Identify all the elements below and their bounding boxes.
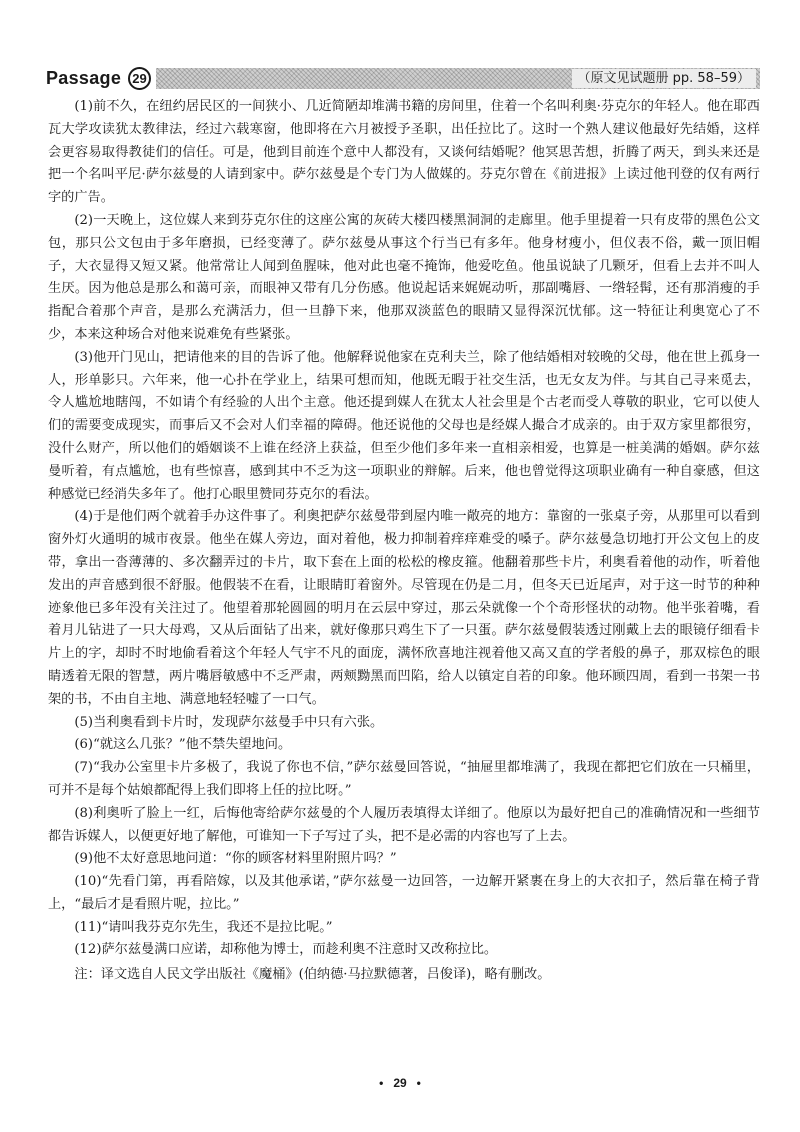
paragraph-2: (2)一天晚上，这位媒人来到芬克尔住的这座公寓的灰砖大楼四楼黑洞洞的走廊里。他手里提着一只有皮带的黑色公文包，那只公文包由于多年磨损，已经变薄了。萨尔兹曼从事这个行当已有多年。他身材瘦小，但仪表不俗，戴一顶旧帽子，大衣显得又短又紧。他常常让人闻到鱼腥味，他对此也毫不掩饰，他爱吃鱼。他虽说缺了几颗牙，但看上去并不叫人生厌。因为他总是那么和蔼可亲，而眼神又带有几分伤感。他说起话来娓娓动听，那副嘴唇、一绺轻髯，还有那消瘦的手指配合着那个声音，是那么充满活力，但一旦静下来，他那双淡蓝色的眼睛又显得深沉忧郁。这一特征让利奥宽心了不少，本来这种场合对他来说难免有些紧张。 [48, 212, 760, 342]
page-number: 29 [393, 1076, 407, 1090]
passage-number-badge: 29 [128, 67, 151, 90]
footer-dot-right: • [416, 1076, 421, 1090]
passage-body [48, 96, 760, 987]
paragraph-8: (8)利奥听了脸上一红，后悔他寄给萨尔兹曼的个人履历表填得太详细了。他原以为最好把自己的准确情况和一些细节都告诉媒人，以便更好地了解他，可谁知一下子写过了头，把不是必需的内容也写了上去。 [48, 805, 760, 844]
passage-header [46, 66, 760, 90]
paragraph-1: (1)前不久，在纽约居民区的一间狭小、几近简陋却堆满书籍的房间里，住着一个名叫利奥·芬克尔的年轻人。他在耶西瓦大学攻读犹太教律法，经过六载寒窗，他即将在六月被授予圣职，出任拉比了。这时一个熟人建议他最好先结婚，这样会更容易取得教徒们的信任。可是，他到目前连个意中人都没有，又谈何结婚呢？他冥思苦想，折腾了两天，到头来还是把一个名叫平尼·萨尔兹曼的人请到家中。萨尔兹曼是个专门为人做媒的。芬克尔曾在《前进报》上读过他刊登的仅有两行字的广告。 [48, 99, 760, 206]
paragraph-3: (3)他开门见山，把请他来的目的告诉了他。他解释说他家在克利夫兰，除了他结婚相对较晚的父母，他在世上孤身一人，形单影只。六年来，他一心扑在学业上，结果可想而知，他既无暇于社交生活，也无女友为伴。与其自己寻来觅去，令人尴尬地瞎闯，不如请个有经验的人出个主意。他还提到媒人在犹太人社会里是个古老而受人尊敬的职业，它可以使人们的需要变成现实，而事后又不会对人们幸福的障碍。他还说他的父母也是经媒人撮合才成亲的。由于双方家里都很穷，没什么财产，所以他们的婚姻谈不上谁在经济上获益，但至少他们多年来一直相亲相爱，也算是一桩美满的婚姻。萨尔兹曼听着，有点尴尬，也有些惊喜，感到其中不乏为这一项职业的辩解。后来，他也曾觉得这项职业确有一种自豪感，但这种感觉已经消失多年了。他打心眼里赞同芬克尔的看法。 [48, 349, 760, 502]
source-reference: （原文见试题册 pp. 58–59） [572, 69, 757, 88]
paragraph-6: (6)“就这么几张？”他不禁失望地问。 [74, 737, 292, 753]
page-footer [0, 1076, 800, 1090]
paragraph-11: (11)“请叫我芬克尔先生，我还不是拉比呢。” [74, 919, 333, 935]
source-note: 注：译文选自人民文学出版社《魔桶》(伯纳德·马拉默德著，吕俊译)，略有删改。 [74, 967, 551, 983]
paragraph-9: (9)他不太好意思地问道：“你的顾客材料里附照片吗？” [74, 851, 397, 867]
paragraph-7: (7)“我办公室里卡片多极了，我说了你也不信，”萨尔兹曼回答说，“抽屉里都堆满了，我现在都把它们放在一只桶里，可并不是每个姑娘都配得上我们即将上任的拉比呀。” [48, 760, 760, 798]
paragraph-10: (10)“先看门第，再看陪嫁，以及其他承诺，”萨尔兹曼一边回答，一边解开紧裹在身上的大衣扣子，然后靠在椅子背上，“最后才是看照片呢，拉比。” [48, 874, 760, 912]
paragraph-4: (4)于是他们两个就着手办这件事了。利奥把萨尔兹曼带到屋内唯一敞亮的地方：靠窗的一张桌子旁，从那里可以看到窗外灯火通明的城市夜景。他坐在媒人旁边，面对着他，极力抑制着痒痒难受的嗓子。萨尔兹曼急切地打开公文包上的皮带，拿出一沓薄薄的、多次翻弄过的卡片，取下套在上面的松松的橡皮箍。他翻着那些卡片，利奥看着他的动作，听着他发出的声音感到很不舒服。他假装不在看，让眼睛盯着窗外。尽管现在仍是二月，但冬天已近尾声，对于这一时节的种种迹象他已多年没有关注过了。他望着那轮圆圆的明月在云层中穿过，那云朵就像一个个奇形怪状的动物。他半张着嘴，看着月儿钻进了一只大母鸡，又从后面钻了出来，就好像那只鸡生下了一只蛋。萨尔兹曼假装透过刚戴上去的眼镜仔细看卡片上的字，却时不时地偷看着这个年轻人气宇不凡的面庞，满怀欣喜地注视着他又高又直的学者般的鼻子，那双棕色的眼睛透着无限的智慧，两片嘴唇敏感中不乏严肃，两颊黝黑而凹陷，给人以镇定自若的印象。他环顾四周，看到一书架一书架的书，不由自主地、满意地轻轻嘘了一口气。 [48, 509, 760, 707]
paragraph-5: (5)当利奥看到卡片时，发现萨尔兹曼手中只有六张。 [74, 714, 384, 730]
passage-title: Passage [46, 68, 122, 88]
paragraph-12: (12)萨尔兹曼满口应诺，却称他为博士，而趁利奥不注意时又改称拉比。 [74, 942, 498, 958]
footer-dot-left: • [379, 1076, 384, 1090]
